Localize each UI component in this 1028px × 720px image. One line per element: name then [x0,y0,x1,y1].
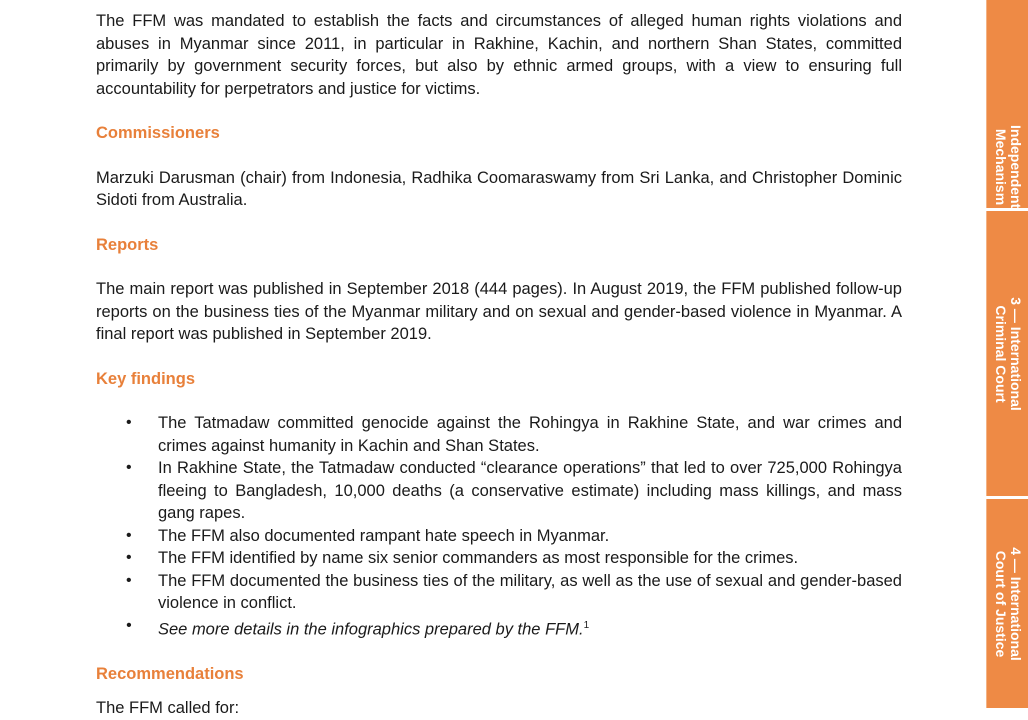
intro-paragraph: The FFM was mandated to establish the facts and circumstances of alleged human rights violations and abuses in Myanmar since 2011, in particular in Rakhine, Kachin, and northern Shan States, committed primarily by government security forces, but also by ethnic armed groups, with a view to ensuring full accountability for perpetrators and justice for victims. [96,12,902,98]
tab-label-line1: 4 — International [1007,546,1024,661]
key-findings-heading: Key findings [96,369,196,388]
footnote-ref[interactable]: 1 [583,619,590,631]
section-tabs [984,0,1028,715]
reports-paragraph: The main report was published in September 2018 (444 pages). In August 2019, the FFM published follow-up reports on the business ties of the Myanmar military and on sexual and gender-based violence in Myanmar. A final report was published in September 2019. [96,280,902,343]
list-item: • The Tatmadaw committed genocide against the Rohingya in Rakhine State, and war crimes and crimes against humanity in Kachin and Shan States. [96,412,902,457]
document-content [96,10,902,720]
commissioners-heading: Commissioners [96,124,220,142]
reports-heading: Reports [96,235,159,254]
tab-international-criminal-court[interactable] [986,211,1028,496]
tab-mechanism-for-myanmar[interactable] [986,0,1028,208]
tab-label [993,297,1023,411]
tab-label-line2: Court of Justice [992,550,1009,657]
tab-label-line2: Criminal Court [992,304,1009,403]
infographics-link-item[interactable] [96,615,902,641]
key-findings-list [96,412,902,641]
list-item: • The FFM identified by name six senior commanders as most responsible for the crimes. [96,547,902,570]
recommendations-paragraph: The FFM called for: [96,699,240,717]
commissioners-paragraph: Marzuki Darusman (chair) from Indonesia, Radhika Coomaraswamy from Sri Lanka, and Christopher Dominic Sidoti from Australia. [96,168,902,209]
infographics-link-text[interactable]: See more details in the infographics prepared by the FFM. [158,620,584,638]
tab-international-court-of-justice[interactable] [986,499,1028,708]
list-item: • The FFM documented the business ties of the military, as well as the use of sexual and gender-based violence in conflict. [96,570,902,615]
recommendations-heading: Recommendations [96,664,244,683]
list-item: • In Rakhine State, the Tatmadaw conducted “clearance operations” that led to over 725,000 Rohingya fleeing to Bangladesh, 10,000 deaths (a conservative estimate) including mass killings, and mass gang rapes. [96,457,902,525]
tab-label [993,547,1023,661]
tab-label-line1: 3 — International [1007,296,1024,411]
list-item: • The FFM also documented rampant hate speech in Myanmar. [96,525,902,548]
